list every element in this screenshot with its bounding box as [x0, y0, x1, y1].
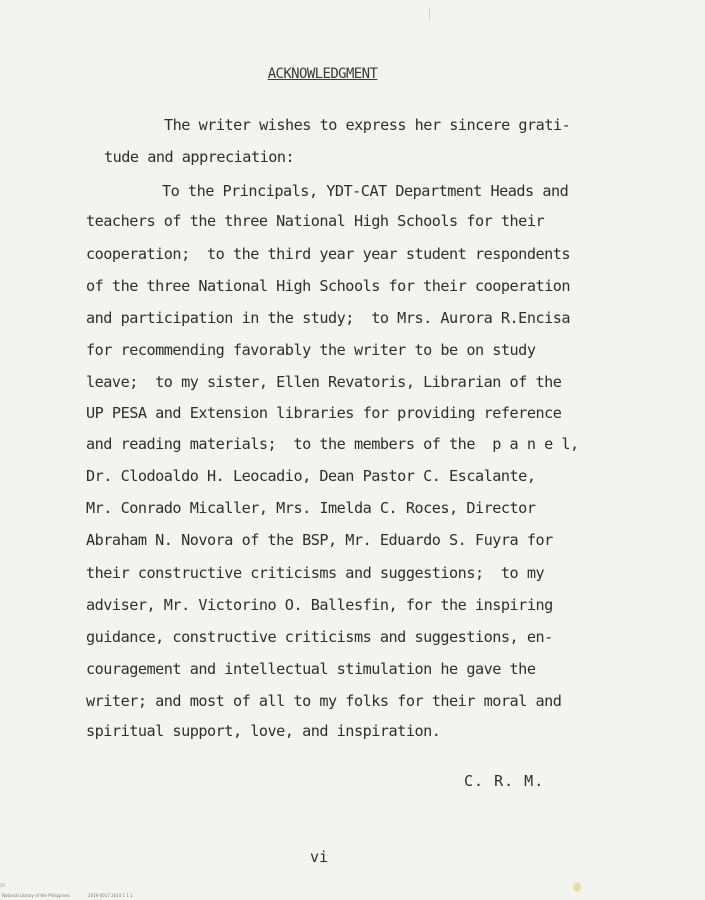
- footer-source: National Library of the Philippines: [2, 893, 70, 898]
- body-line: teachers of the three National High Schools for their: [86, 212, 545, 230]
- body-line: Mr. Conrado Micaller, Mrs. Imelda C. Roces, Director: [86, 499, 536, 517]
- body-line: Abraham N. Novora of the BSP, Mr. Eduardo S. Fuyra for: [86, 531, 553, 549]
- signature-initials: C. R. M.: [464, 772, 545, 790]
- body-line: To the Principals, YDT-CAT Department Heads and: [162, 182, 569, 200]
- body-line: their constructive criticisms and suggestions; to my: [86, 564, 545, 582]
- footer-id: 2019-0017 2014 1 1 1: [88, 893, 133, 898]
- page-number: vi: [310, 848, 329, 866]
- body-line: leave; to my sister, Ellen Revatoris, Librarian of the: [86, 373, 562, 391]
- page-title: ACKNOWLEDGMENT: [267, 66, 378, 82]
- scan-mark: [429, 8, 430, 20]
- body-line: for recommending favorably the writer to be on study: [86, 341, 536, 359]
- body-line: UP PESA and Extension libraries for providing reference: [86, 404, 562, 422]
- body-line: cooperation; to the third year year student respondents: [86, 245, 571, 263]
- body-line: guidance, constructive criticisms and suggestions, en-: [86, 628, 553, 646]
- stain-mark: [573, 882, 581, 892]
- body-line: writer; and most of all to my folks for their moral and: [86, 692, 562, 710]
- body-line: spiritual support, love, and inspiration.: [86, 722, 441, 740]
- body-line: Dr. Clodoaldo H. Leocadio, Dean Pastor C. Escalante,: [86, 467, 536, 485]
- body-line: The writer wishes to express her sincere grati-: [164, 116, 571, 134]
- body-line: couragement and intellectual stimulation he gave the: [86, 660, 536, 678]
- body-line: tude and appreciation:: [104, 148, 295, 166]
- body-line: of the three National High Schools for their cooperation: [86, 277, 571, 295]
- body-line: and participation in the study; to Mrs. Aurora R.Encisa: [86, 309, 571, 327]
- edge-mark: [0, 883, 5, 887]
- body-line: and reading materials; to the members of the p a n e l,: [86, 435, 579, 453]
- body-line: adviser, Mr. Victorino O. Ballesfin, for the inspiring: [86, 596, 553, 614]
